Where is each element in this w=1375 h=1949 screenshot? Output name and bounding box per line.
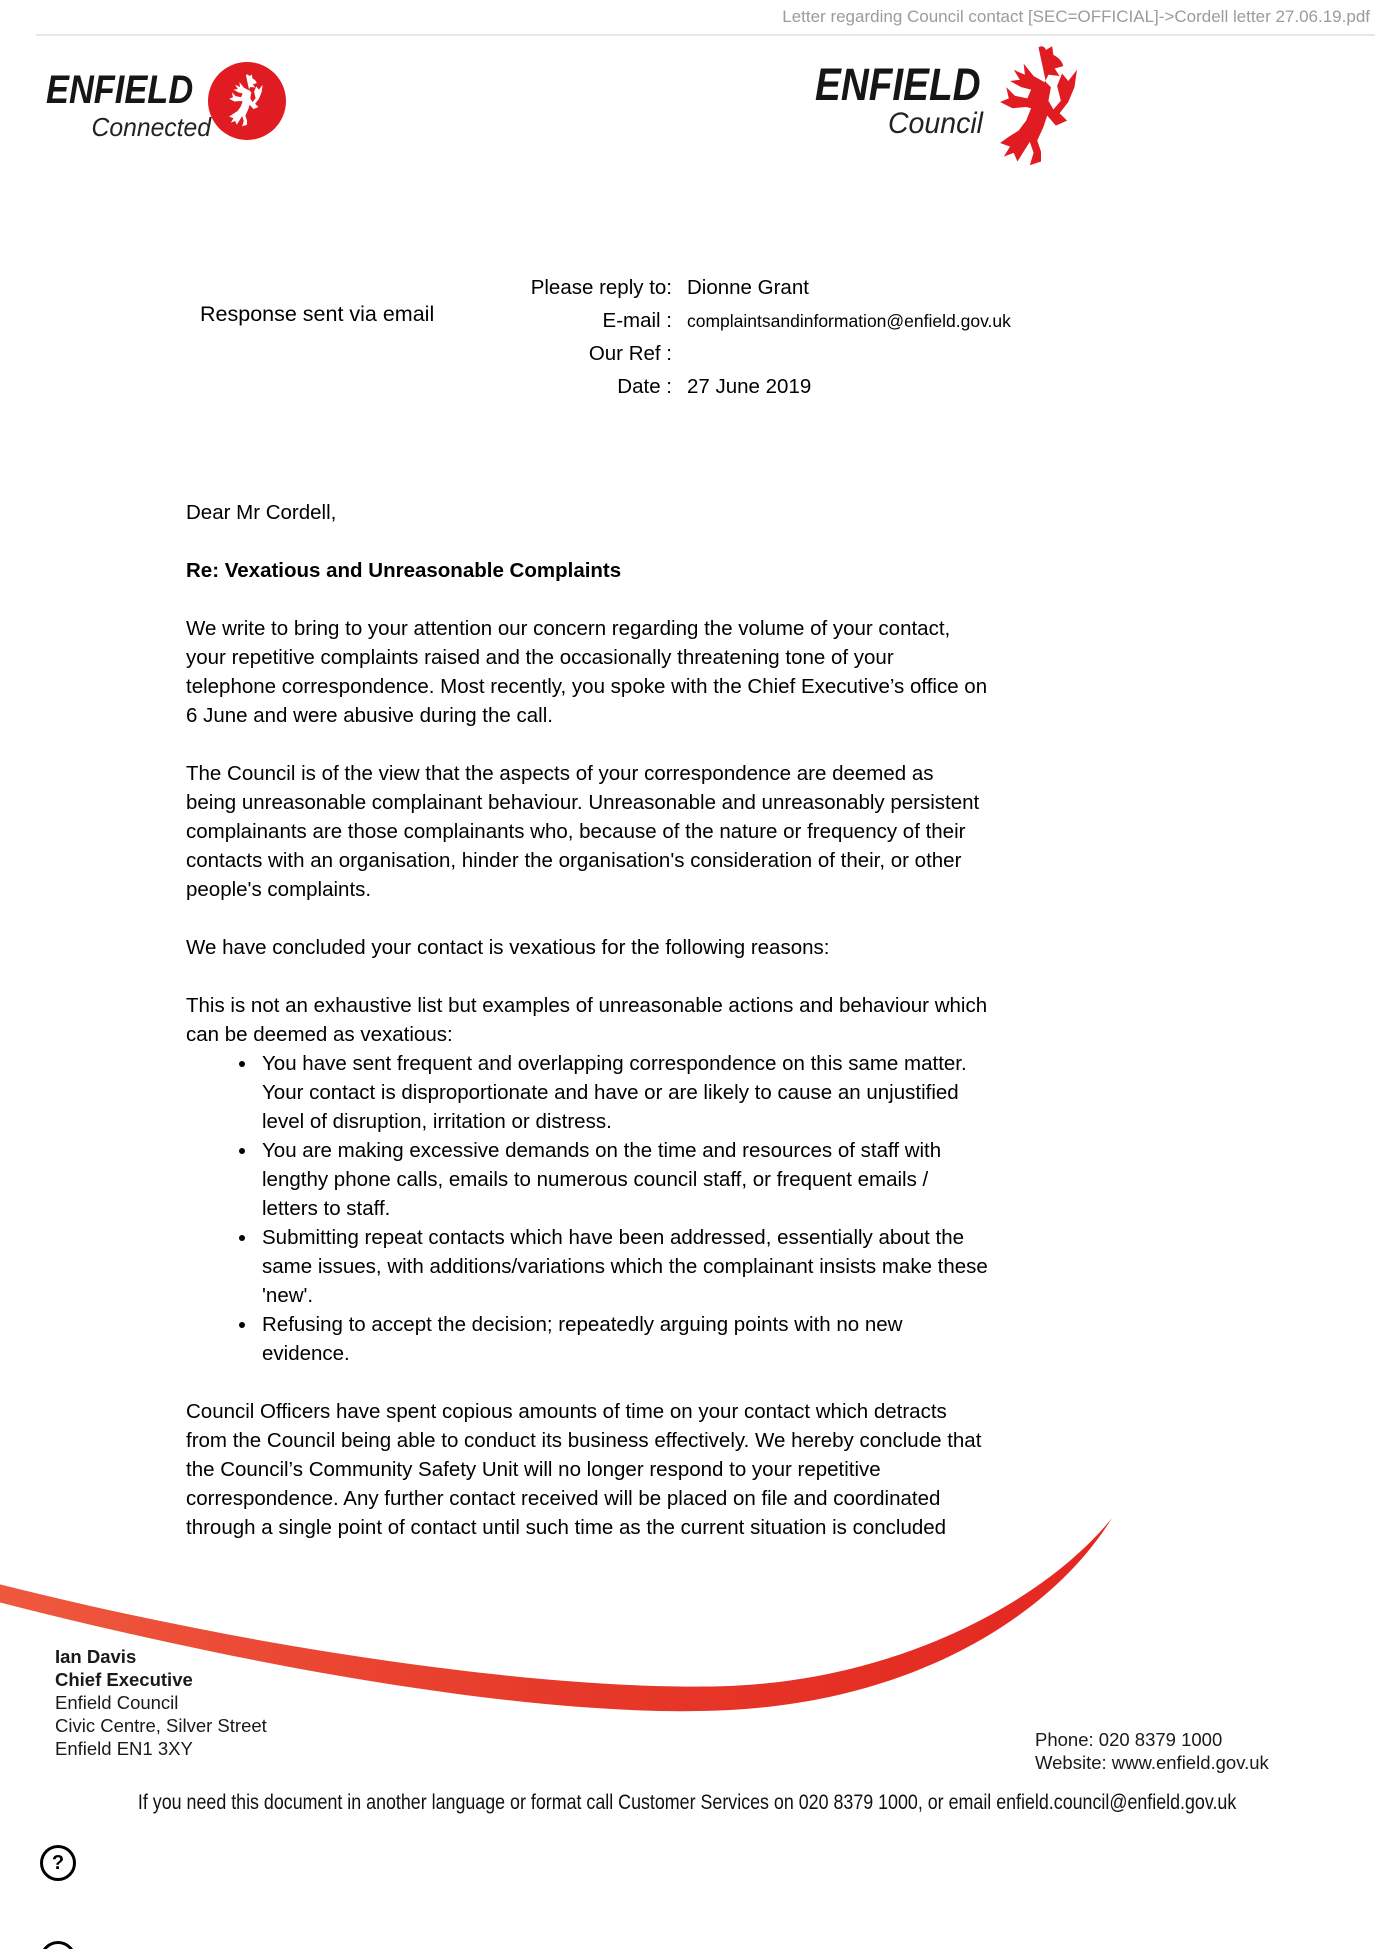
vexatious-examples-list [186, 1049, 988, 1368]
logo-subtitle: Council [887, 107, 983, 140]
organisation: Enfield Council [55, 1692, 179, 1713]
logo-subtitle: Connected [91, 112, 211, 142]
next-page-icon-fragment [40, 1941, 76, 1949]
reply-meta-block [510, 276, 1150, 408]
lion-rampant-icon [228, 74, 266, 128]
our-ref-label: Our Ref : [588, 342, 672, 365]
accessibility-text: If you need this document in another language or format call Customer Services on 020 8379 1000, or email enfield.council@enfield.gov.uk [138, 1791, 1237, 1814]
reply-to-row [510, 276, 1150, 297]
list-item: • Submitting repeat contacts which have been addressed, essentially about the same issues, with additions/variations which the complainant insists make these 'new'. [258, 1223, 988, 1310]
address-line: Civic Centre, Silver Street [55, 1715, 267, 1736]
help-glyph: ? [51, 1851, 65, 1874]
contact-block [1035, 1728, 1269, 1774]
signatory-title: Chief Executive [55, 1669, 193, 1690]
salutation: Dear Mr Cordell, [186, 501, 337, 524]
date-label: Date : [617, 375, 672, 398]
enfield-council-logo [815, 45, 1105, 170]
header-divider [36, 34, 1375, 36]
our-ref-row [510, 342, 1150, 363]
help-icon [40, 1845, 76, 1881]
signature-block [55, 1645, 267, 1760]
red-circle-badge [208, 62, 286, 140]
paragraph: We have concluded your contact is vexatious for the following reasons: [186, 936, 830, 959]
document-filename: Letter regarding Council contact [SEC=OFFICIAL]->Cordell letter 27.06.19.pdf [782, 7, 1370, 26]
reply-to-label: Please reply to: [530, 276, 672, 299]
date-row [510, 375, 1150, 396]
enfield-connected-logo [46, 62, 296, 158]
letter-body [186, 498, 988, 1542]
website-line: Website: www.enfield.gov.uk [1035, 1752, 1269, 1773]
date-value: 27 June 2019 [687, 375, 812, 398]
paragraph: We write to bring to your attention our concern regarding the volume of your contact, your repetitive complaints raised and the occasionally threatening tone of your telephone correspondence. Most recently, you spoke with the Chief Executive’s office on 6 June and were abusive during the call. [186, 617, 988, 727]
list-item: • Refusing to accept the decision; repeatedly arguing points with no new evidence. [258, 1310, 988, 1368]
phone-line: Phone: 020 8379 1000 [1035, 1729, 1223, 1750]
logo-wordmark: ENFIELD [46, 68, 194, 112]
email-label: E-mail : [602, 309, 672, 332]
email-value: complaintsandinformation@enfield.gov.uk [687, 311, 1011, 331]
paragraph: The Council is of the view that the aspects of your correspondence are deemed as being unreasonable complainant behaviour. Unreasonable and unreasonably persistent complainants are those complainants who, because of the nature or frequency of their contacts with an organisation, hinder the organisation's consideration of their, or other people's complaints. [186, 762, 980, 901]
closing-paragraph: Council Officers have spent copious amounts of time on your contact which detracts from the Council being able to conduct its business effectively. We hereby conclude that the Council’s Community Safety Unit will no longer respond to your repetitive correspondence. Any further contact received will be placed on file and coordinated through a single point of contact until such time as the current situation is concluded [186, 1400, 982, 1539]
accessibility-notice [0, 1791, 1375, 1815]
reply-to-value: Dionne Grant [687, 276, 809, 299]
list-item: • You have sent frequent and overlapping correspondence on this same matter. Your contact is disproportionate and have or are likely to cause an unjustified level of disruption, irritation or distress. [258, 1049, 988, 1136]
list-item: • You are making excessive demands on the time and resources of staff with lengthy phone calls, emails to numerous council staff, or frequent emails / letters to staff. [258, 1136, 988, 1223]
paragraph: This is not an exhaustive list but examples of unreasonable actions and behaviour which can be deemed as vexatious: [186, 994, 988, 1046]
email-row [510, 309, 1150, 330]
address-line: Enfield EN1 3XY [55, 1738, 193, 1759]
subject-line: Re: Vexatious and Unreasonable Complaints [186, 559, 622, 582]
logo-wordmark: ENFIELD [815, 59, 981, 110]
signatory-name: Ian Davis [55, 1646, 137, 1667]
response-sent-note: Response sent via email [200, 302, 435, 326]
lion-rampant-icon [997, 45, 1085, 174]
